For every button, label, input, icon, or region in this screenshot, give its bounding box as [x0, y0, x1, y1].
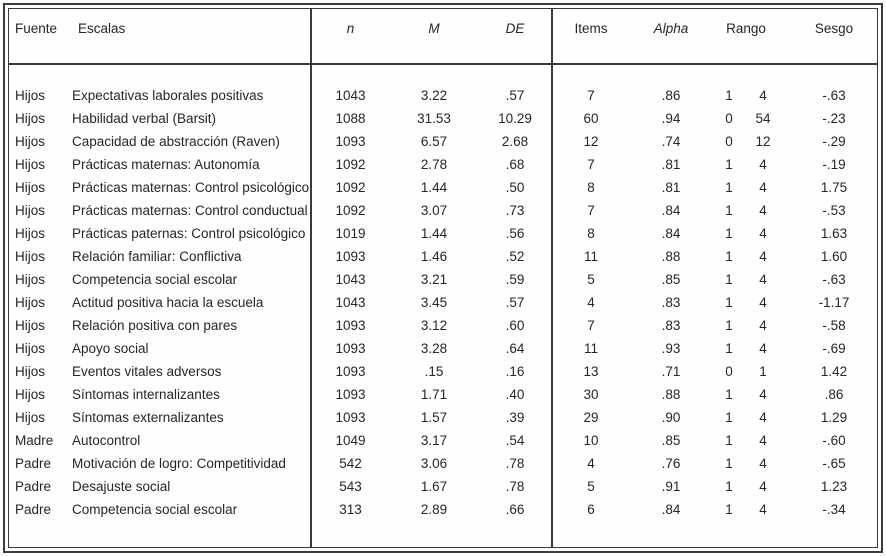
cell-n: 1088	[335, 110, 366, 126]
cell-sesgo: 1.60	[820, 248, 848, 264]
table-content	[10, 10, 876, 546]
cell-items: 5	[587, 478, 595, 494]
cell-items: 13	[583, 363, 599, 379]
cell-n: 1043	[335, 271, 366, 287]
cell-escala: Eventos vitales adversos	[72, 363, 222, 379]
table-row	[10, 360, 876, 383]
header-alpha: Alpha	[653, 21, 689, 36]
cell-fuente: Hijos	[15, 156, 46, 172]
cell-fuente: Hijos	[15, 317, 46, 333]
cell-rango-max: 1	[759, 363, 767, 379]
cell-items: 29	[583, 409, 599, 425]
table-row	[10, 245, 876, 268]
cell-de: .78	[505, 478, 525, 494]
cell-rango-min: 1	[725, 340, 733, 356]
cell-m: 1.44	[420, 225, 448, 241]
cell-sesgo: -.58	[822, 317, 846, 333]
cell-rango-min: 1	[725, 455, 733, 471]
cell-alpha: .91	[661, 478, 681, 494]
cell-m: .15	[424, 363, 444, 379]
cell-fuente: Padre	[15, 501, 52, 517]
cell-rango-min: 1	[725, 225, 733, 241]
header-spacer	[10, 63, 876, 84]
cell-n: 1092	[335, 156, 366, 172]
cell-sesgo: -.63	[822, 87, 846, 103]
cell-de: .54	[505, 432, 525, 448]
cell-escala: Apoyo social	[72, 340, 149, 356]
cell-n: 543	[339, 478, 362, 494]
cell-rango-max: 4	[759, 409, 767, 425]
cell-rango-min: 1	[725, 156, 733, 172]
cell-n: 1093	[335, 363, 366, 379]
cell-n: 1092	[335, 202, 366, 218]
cell-n: 1093	[335, 386, 366, 402]
header-m: M	[428, 21, 440, 36]
cell-alpha: .84	[661, 225, 681, 241]
cell-items: 10	[583, 432, 599, 448]
cell-de: .57	[505, 87, 525, 103]
table-row	[10, 222, 876, 245]
cell-escala: Habilidad verbal (Barsit)	[72, 110, 217, 126]
cell-items: 4	[587, 294, 595, 310]
cell-rango-max: 4	[759, 317, 767, 333]
table-row	[10, 176, 876, 199]
cell-escala: Prácticas paternas: Control psicológico	[72, 225, 306, 241]
cell-de: .59	[505, 271, 525, 287]
cell-items: 11	[583, 340, 598, 356]
cell-sesgo: 1.63	[820, 225, 848, 241]
cell-m: 2.89	[420, 501, 448, 517]
cell-alpha: .93	[661, 340, 681, 356]
cell-sesgo: -.63	[822, 271, 846, 287]
cell-sesgo: .86	[824, 386, 844, 402]
cell-de: .52	[505, 248, 525, 264]
cell-m: 2.78	[420, 156, 448, 172]
cell-escala: Relación positiva con pares	[72, 317, 238, 333]
cell-alpha: .83	[661, 317, 681, 333]
cell-sesgo: -.34	[822, 501, 846, 517]
cell-rango-min: 1	[725, 317, 733, 333]
cell-rango-min: 1	[725, 478, 733, 494]
cell-fuente: Hijos	[15, 363, 46, 379]
table-header-row	[10, 10, 876, 63]
cell-sesgo: 1.29	[820, 409, 848, 425]
cell-rango-min: 1	[725, 501, 733, 517]
table-row	[10, 429, 876, 452]
header-items: Items	[574, 21, 608, 36]
table-row	[10, 452, 876, 475]
cell-escala: Síntomas internalizantes	[72, 386, 220, 402]
cell-n: 1093	[335, 248, 366, 264]
table-row	[10, 130, 876, 153]
cell-rango-min: 0	[725, 110, 733, 126]
cell-fuente: Padre	[15, 478, 52, 494]
cell-n: 313	[339, 501, 362, 517]
cell-m: 3.06	[420, 455, 448, 471]
cell-m: 3.28	[420, 340, 448, 356]
cell-items: 7	[587, 87, 595, 103]
cell-fuente: Hijos	[15, 271, 46, 287]
cell-n: 1092	[335, 179, 366, 195]
cell-de: .68	[505, 156, 525, 172]
cell-rango-max: 4	[759, 87, 767, 103]
cell-sesgo: -.29	[822, 133, 846, 149]
table-row	[10, 314, 876, 337]
cell-alpha: .83	[661, 294, 681, 310]
cell-sesgo: -1.17	[818, 294, 850, 310]
cell-de: .40	[505, 386, 525, 402]
cell-alpha: .71	[661, 363, 681, 379]
cell-rango-max: 4	[759, 294, 767, 310]
cell-de: .56	[505, 225, 525, 241]
cell-fuente: Hijos	[15, 179, 46, 195]
cell-de: .39	[505, 409, 525, 425]
cell-alpha: .90	[661, 409, 681, 425]
table-row	[10, 383, 876, 406]
cell-de: .50	[505, 179, 525, 195]
cell-items: 30	[583, 386, 599, 402]
cell-m: 1.67	[420, 478, 448, 494]
cell-items: 4	[587, 455, 595, 471]
cell-rango-min: 1	[725, 409, 733, 425]
cell-sesgo: 1.42	[820, 363, 848, 379]
cell-items: 7	[587, 156, 595, 172]
cell-rango-max: 4	[759, 202, 767, 218]
cell-n: 1093	[335, 340, 366, 356]
cell-n: 1093	[335, 409, 366, 425]
header-escalas: Escalas	[78, 21, 126, 36]
cell-rango-max: 4	[759, 179, 767, 195]
cell-n: 1043	[335, 294, 366, 310]
cell-fuente: Hijos	[15, 202, 46, 218]
cell-m: 1.57	[420, 409, 448, 425]
cell-m: 1.44	[420, 179, 448, 195]
cell-alpha: .88	[661, 248, 681, 264]
cell-items: 8	[587, 225, 595, 241]
cell-m: 1.46	[420, 248, 448, 264]
cell-rango-min: 1	[725, 271, 733, 287]
cell-n: 1093	[335, 317, 366, 333]
cell-alpha: .85	[661, 432, 681, 448]
cell-sesgo: -.65	[822, 455, 846, 471]
cell-sesgo: 1.75	[820, 179, 848, 195]
table-row	[10, 153, 876, 176]
cell-rango-min: 0	[725, 133, 733, 149]
cell-escala: Desajuste social	[72, 478, 171, 494]
cell-rango-max: 4	[759, 248, 767, 264]
table-row	[10, 337, 876, 360]
table-row	[10, 498, 876, 521]
header-n: n	[346, 21, 355, 36]
cell-m: 3.22	[420, 87, 448, 103]
cell-rango-min: 1	[725, 294, 733, 310]
cell-rango-max: 4	[759, 501, 767, 517]
table-row	[10, 107, 876, 130]
cell-rango-max: 12	[755, 133, 771, 149]
cell-sesgo: -.19	[822, 156, 846, 172]
table-row	[10, 268, 876, 291]
cell-alpha: .81	[661, 156, 681, 172]
cell-alpha: .76	[661, 455, 681, 471]
cell-de: 10.29	[498, 110, 532, 126]
cell-items: 5	[587, 271, 595, 287]
cell-n: 1093	[335, 133, 366, 149]
cell-rango-max: 4	[759, 386, 767, 402]
cell-de: .64	[505, 340, 525, 356]
cell-sesgo: -.69	[822, 340, 846, 356]
cell-escala: Prácticas maternas: Autonomía	[72, 156, 260, 172]
cell-rango-min: 0	[725, 363, 733, 379]
cell-fuente: Hijos	[15, 110, 46, 126]
cell-rango-max: 4	[759, 432, 767, 448]
cell-m: 1.71	[420, 386, 448, 402]
cell-escala: Prácticas maternas: Control conductual	[72, 202, 308, 218]
cell-de: .57	[505, 294, 525, 310]
cell-alpha: .81	[661, 179, 681, 195]
cell-rango-min: 1	[725, 432, 733, 448]
cell-fuente: Hijos	[15, 225, 46, 241]
cell-items: 7	[587, 202, 595, 218]
cell-de: 2.68	[501, 133, 529, 149]
cell-items: 7	[587, 317, 595, 333]
header-de: DE	[505, 21, 525, 36]
cell-sesgo: -.60	[822, 432, 846, 448]
cell-de: .66	[505, 501, 525, 517]
cell-rango-max: 4	[759, 156, 767, 172]
cell-n: 1043	[335, 87, 366, 103]
cell-fuente: Hijos	[15, 248, 46, 264]
cell-escala: Síntomas externalizantes	[72, 409, 224, 425]
cell-rango-min: 1	[725, 248, 733, 264]
cell-fuente: Hijos	[15, 386, 46, 402]
cell-m: 3.45	[420, 294, 448, 310]
cell-alpha: .88	[661, 386, 681, 402]
cell-n: 1019	[335, 225, 366, 241]
cell-de: .73	[505, 202, 525, 218]
cell-sesgo: -.23	[822, 110, 846, 126]
cell-sesgo: 1.23	[820, 478, 848, 494]
table-row	[10, 475, 876, 498]
cell-rango-min: 1	[725, 87, 733, 103]
header-rango: Rango	[726, 21, 766, 36]
cell-rango-max: 4	[759, 225, 767, 241]
table-row	[10, 84, 876, 107]
cell-escala: Actitud positiva hacia la escuela	[72, 294, 264, 310]
cell-fuente: Hijos	[15, 294, 46, 310]
cell-m: 6.57	[420, 133, 448, 149]
cell-alpha: .86	[661, 87, 681, 103]
table-row	[10, 199, 876, 222]
cell-rango-max: 4	[759, 455, 767, 471]
cell-escala: Competencia social escolar	[72, 271, 238, 287]
cell-items: 6	[587, 501, 595, 517]
table-row	[10, 291, 876, 314]
cell-de: .60	[505, 317, 525, 333]
cell-sesgo: -.53	[822, 202, 846, 218]
cell-m: 3.12	[420, 317, 448, 333]
cell-alpha: .84	[661, 202, 681, 218]
table-body	[10, 84, 876, 521]
cell-n: 542	[339, 455, 362, 471]
cell-escala: Autocontrol	[72, 432, 141, 448]
cell-fuente: Hijos	[15, 87, 46, 103]
cell-fuente: Hijos	[15, 409, 46, 425]
header-fuente: Fuente	[15, 21, 58, 36]
cell-alpha: .74	[661, 133, 681, 149]
cell-m: 3.17	[420, 432, 448, 448]
cell-rango-min: 1	[725, 386, 733, 402]
cell-fuente: Hijos	[15, 340, 46, 356]
cell-alpha: .94	[661, 110, 681, 126]
cell-items: 60	[583, 110, 599, 126]
cell-n: 1049	[335, 432, 366, 448]
cell-fuente: Padre	[15, 455, 52, 471]
cell-alpha: .84	[661, 501, 681, 517]
cell-items: 11	[583, 248, 598, 264]
cell-m: 3.07	[420, 202, 448, 218]
cell-rango-min: 1	[725, 179, 733, 195]
cell-rango-max: 4	[759, 340, 767, 356]
cell-escala: Expectativas laborales positivas	[72, 87, 264, 103]
cell-escala: Relación familiar: Conflictiva	[72, 248, 242, 264]
cell-fuente: Madre	[15, 432, 54, 448]
cell-escala: Motivación de logro: Competitividad	[72, 455, 286, 471]
cell-items: 8	[587, 179, 595, 195]
header-sesgo: Sesgo	[814, 21, 854, 36]
cell-escala: Prácticas maternas: Control psicológico	[72, 179, 310, 195]
table-row	[10, 406, 876, 429]
cell-m: 3.21	[420, 271, 448, 287]
cell-rango-max: 4	[759, 478, 767, 494]
cell-escala: Competencia social escolar	[72, 501, 238, 517]
cell-rango-max: 4	[759, 271, 767, 287]
cell-items: 12	[583, 133, 599, 149]
cell-escala: Capacidad de abstracción (Raven)	[72, 133, 280, 149]
cell-alpha: .85	[661, 271, 681, 287]
cell-rango-min: 1	[725, 202, 733, 218]
cell-fuente: Hijos	[15, 133, 46, 149]
cell-m: 31.53	[417, 110, 451, 126]
cell-rango-max: 54	[755, 110, 771, 126]
cell-de: .16	[505, 363, 525, 379]
cell-de: .78	[505, 455, 525, 471]
